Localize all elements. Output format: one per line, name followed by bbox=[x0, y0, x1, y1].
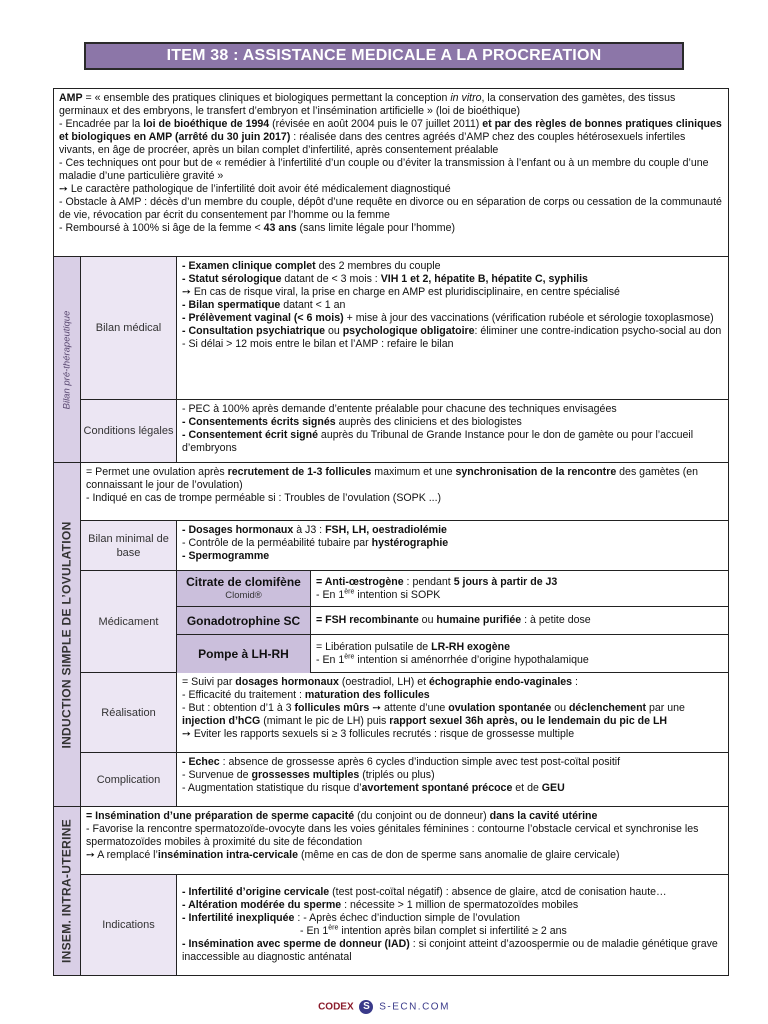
complication: Complication - Echec : absence de grossesse après 6 cycles d’induction simple avec test post-coïtal positif - Survenue de grossesses multiples (triplés ou plus) - Augmentation statistique du risque d’avortement spontané précoce et de GEU bbox=[81, 753, 728, 807]
indications: Indications - Infertilité d’origine cervicale (test post-coïtal négatif) : absence de glaire, atcd de conisation haute… - Altération modérée du sperme : nécessite > 1 million de spermatozoïdes mobiles - Infertilité inexpliquée : - Après échec d’induction simple de l’ovulation - En 1ère intention après bilan complet si infertilité ≥ 2 ans - Insémination avec sperme de donneur (IAD) : si conjoint atteint d’azoospermie ou de maladie génétique grave inaccessible au diagnostic anténatal bbox=[81, 875, 728, 975]
drug-pompe: Pompe à LH-RH = Libération pulsatile de LR-RH exogène - En 1ère intention si aménorrhée d’origine hypothalamique bbox=[177, 635, 728, 673]
complication-label: Complication bbox=[81, 753, 177, 806]
footer bbox=[0, 1000, 768, 1014]
bilan-minimal: Bilan minimal de base - Dosages hormonaux à J3 : FSH, LH, oestradiolémie - Contrôle de la perméabilité tubaire par hystérographie - Spermogramme bbox=[81, 521, 728, 571]
realisation-label: Réalisation bbox=[81, 673, 177, 752]
intro-line: AMP = « ensemble des pratiques cliniques et biologiques permettant la conception in vitro, la conservation des gamètes, des tissus germinaux et des embryons, le transfert d’embryon et l’insémination artificielle » (loi de bioéthique) bbox=[59, 92, 676, 117]
intro-line: - Encadrée par la loi de bioéthique de 1994 (révisée en août 2004 puis le 07 juillet 2011) et par des règles de bonnes pratiques cliniques et biologiques en AMP (arrêté du 30 juin 2017) : réalisée dans des centres agréés d’AMP chez des couples hétérosexuels infertiles vivants, en âge de procréer, après un bilan complet d’infertilité, après consentement préalable bbox=[59, 118, 722, 156]
indications-label: Indications bbox=[81, 875, 177, 975]
medicament-label: Médicament bbox=[81, 571, 177, 672]
secn-logo-icon: S bbox=[359, 1000, 373, 1014]
intro-line: ➙ Le caractère pathologique de l’infertilité doit avoir été médicalement diagnostiqué bbox=[59, 183, 451, 195]
bilan-medical: Bilan médical - Examen clinique complet des 2 membres du couple - Statut sérologique datant de < 3 mois : VIH 1 et 2, hépatite B, hépatite C, syphilis ➙ En cas de risque viral, la prise en charge en AMP est pluridisciplinaire, en centre spécialisé - Bilan spermatique datant < 1 an - Prélèvement vaginal (< 6 mois) + mise à jour des vaccinations (vérification rubéole et sérologie toxoplasmose) - Consultation psychiatrique ou psychologique obligatoire: éliminer une contre-indication psycho-social au don - Si délai > 12 mois entre le bilan et l’AMP : refaire le bilan bbox=[81, 257, 728, 400]
iiu-definition: = Insémination d’une préparation de sperme capacité (du conjoint ou de donneur) dans la cavité utérine - Favorise la rencontre spermatozoïde-ovocyte dans les voies génitales féminines : contourne l’obstacle cervical et synchronise les spermatozoïdes mobiles à proximité du site de fécondation ➙ A remplacé l’insémination intra-cervicale (même en cas de don de sperme sans anomalie de glaire cervicale) bbox=[81, 807, 728, 875]
medicament bbox=[81, 571, 728, 673]
realisation: Réalisation = Suivi par dosages hormonaux (oestradiol, LH) et échographie endo-vaginales : - Efficacité du traitement : maturation des follicules - But : obtention d’1 à 3 follicules mûrs ➙ attente d’une ovulation spontanée ou déclenchement par une injection d’hCG (mimant le pic de LH) puis rapport sexuel 36h après, ou le lendemain du pic de LH ➙ Eviter les rapports sexuels si ≥ 3 follicules recrutés : risque de grossesse multiple bbox=[81, 673, 728, 753]
drug-gonadotrophine: Gonadotrophine SC = FSH recombinante ou humaine purifiée : à petite dose bbox=[177, 607, 728, 635]
conditions-legales: Conditions légales - PEC à 100% après demande d’entente préalable pour chacune des techniques envisagées - Consentements écrits signés auprès des cliniciens et des biologistes - Consentement écrit signé auprès du Tribunal de Grande Instance pour le don de gamète ou pour l’accueil d’embryons bbox=[81, 400, 728, 463]
band-induction: INDUCTION SIMPLE DE L’OVULATION bbox=[54, 463, 81, 807]
conditions-legales-label: Conditions légales bbox=[81, 400, 177, 462]
site-link[interactable]: S-ECN.COM bbox=[379, 1001, 450, 1013]
intro-section bbox=[54, 89, 728, 257]
band-iiu: INSEM. INTRA-UTERINE bbox=[54, 807, 81, 975]
drug-clomifene: Citrate de clomifène Clomid® = Anti-œstrogène : pendant 5 jours à partir de J3 - En 1ère intention si SOPK bbox=[177, 571, 728, 607]
intro-line: - Obstacle à AMP : décès d’un membre du couple, dépôt d’une requête en divorce ou en séparation de corps ou cessation de la communauté de vie, révocation par écrit du consentement par l’homme ou la femme bbox=[59, 196, 722, 221]
intro-line: - Ces techniques ont pour but de « remédier à l’infertilité d’un couple ou d’éviter la transmission à l’enfant ou à un membre du couple d’une maladie d’une particulière gravité » bbox=[59, 157, 709, 182]
codex-logo: CODEX bbox=[318, 1001, 354, 1013]
intro-line: - Remboursé à 100% si âge de la femme < 43 ans (sans limite légale pour l’homme) bbox=[59, 222, 455, 234]
bilan-medical-label: Bilan médical bbox=[81, 257, 177, 399]
induction-definition: = Permet une ovulation après recrutement de 1-3 follicules maximum et une synchronisation de la rencontre des gamètes (en connaissant le jour de l’ovulation) - Indiqué en cas de trompe perméable si : Troubles de l’ovulation (SOPK ...) bbox=[81, 463, 728, 521]
content-table bbox=[53, 88, 729, 976]
band-bilan: Bilan pré-thérapeutique bbox=[54, 257, 81, 463]
page-title: ITEM 38 : ASSISTANCE MEDICALE A LA PROCREATION bbox=[84, 42, 684, 70]
bilan-minimal-label: Bilan minimal de base bbox=[81, 521, 177, 570]
